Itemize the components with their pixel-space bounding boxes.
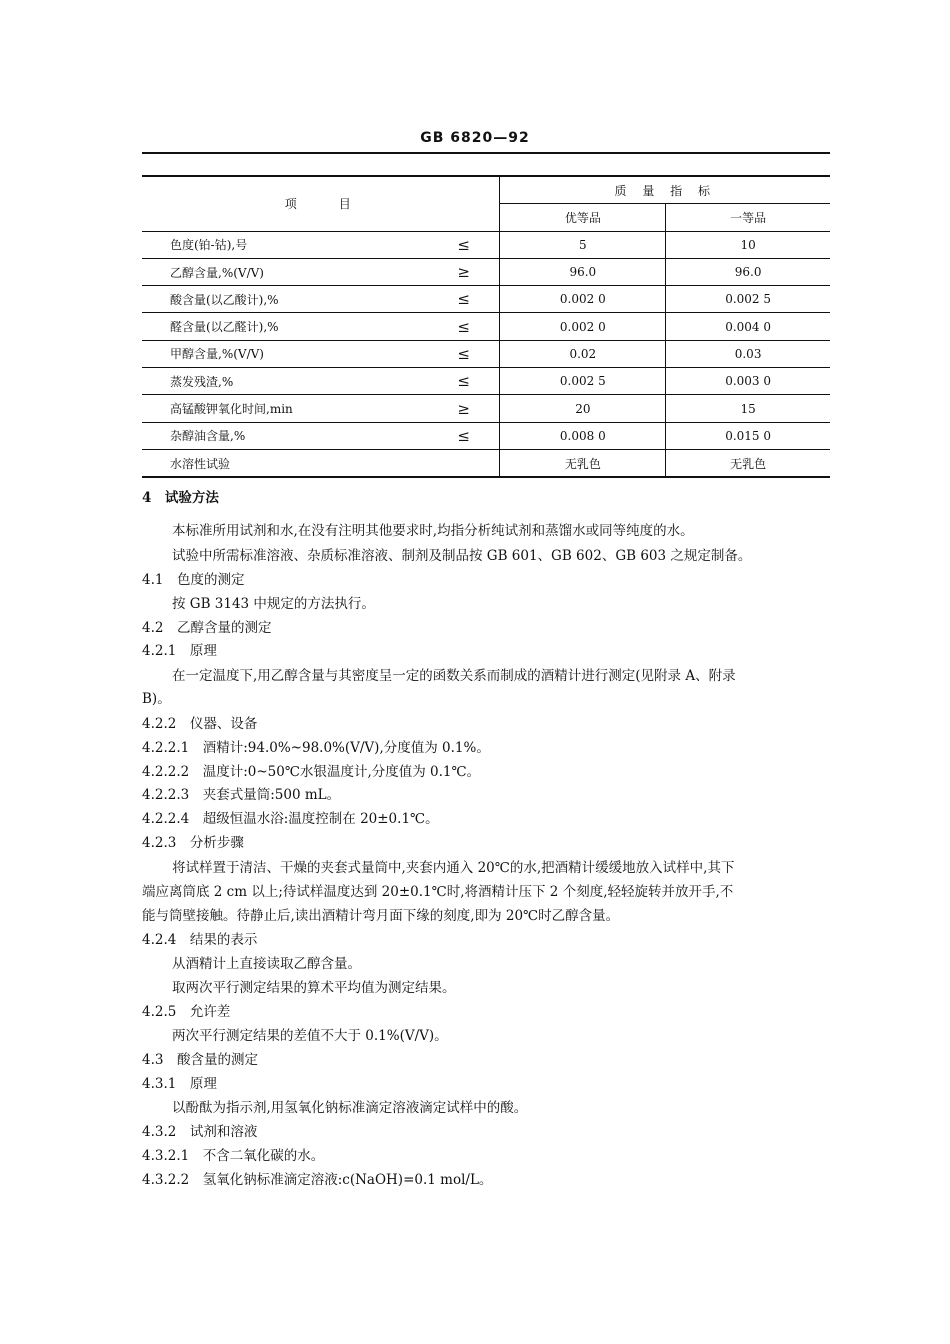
table-head-item: 项 目 <box>142 176 500 231</box>
row-value-grade2: 15 <box>666 395 830 422</box>
row-value-grade2: 无乳色 <box>666 449 830 477</box>
section-heading: 4 试验方法 <box>142 490 219 506</box>
row-value-grade1: 0.02 <box>500 340 666 367</box>
table-row <box>142 340 830 367</box>
row-value-grade1: 0.002 0 <box>500 286 666 313</box>
paragraph: 能与筒壁接触。待静止后,读出酒精计弯月面下缘的刻度,即为 20℃时乙醇含量。 <box>142 908 620 924</box>
row-value-grade1: 20 <box>500 395 666 422</box>
paragraph: 以酚酞为指示剂,用氢氧化钠标准滴定溶液滴定试样中的酸。 <box>172 1100 528 1116</box>
row-value-grade2: 0.003 0 <box>666 368 830 395</box>
paragraph: 取两次平行测定结果的算术平均值为测定结果。 <box>172 980 456 996</box>
section-heading: 4.1 色度的测定 <box>142 572 245 588</box>
section-heading: 4.3.1 原理 <box>142 1076 217 1092</box>
table-row <box>142 395 830 422</box>
row-symbol: ≥ <box>428 258 500 285</box>
row-symbol: ≤ <box>428 368 500 395</box>
quality-spec-table <box>142 175 830 478</box>
row-symbol <box>428 449 500 477</box>
section-heading: 4.3.2 试剂和溶液 <box>142 1124 258 1140</box>
row-name: 蒸发残渣,% <box>142 368 428 395</box>
list-item: 4.3.2.2 氢氧化钠标准滴定溶液:c(NaOH)=0.1 mol/L。 <box>142 1172 493 1188</box>
row-name: 色度(铂-钴),号 <box>142 231 428 258</box>
row-symbol: ≥ <box>428 395 500 422</box>
row-value-grade2: 0.004 0 <box>666 313 830 340</box>
page-header: GB 6820—92 <box>420 130 530 146</box>
table-head-quality: 质 量 指 标 <box>500 176 830 204</box>
table-row <box>142 313 830 340</box>
header-rule <box>142 152 830 154</box>
paragraph: 按 GB 3143 中规定的方法执行。 <box>172 596 375 612</box>
section-heading: 4.2.4 结果的表示 <box>142 932 258 948</box>
row-value-grade1: 0.002 5 <box>500 368 666 395</box>
list-item: 4.2.2.2 温度计:0~50℃水银温度计,分度值为 0.1℃。 <box>142 764 481 780</box>
table-head-grade1: 优等品 <box>500 204 666 231</box>
section-heading: 4.3 酸含量的测定 <box>142 1052 258 1068</box>
paragraph: 将试样置于清洁、干燥的夹套式量筒中,夹套内通入 20℃的水,把酒精计缓缓地放入试样中,其下 <box>172 860 735 876</box>
row-value-grade2: 0.002 5 <box>666 286 830 313</box>
row-value-grade2: 0.015 0 <box>666 422 830 449</box>
row-value-grade2: 0.03 <box>666 340 830 367</box>
row-value-grade1: 无乳色 <box>500 449 666 477</box>
list-item: 4.2.2.4 超级恒温水浴:温度控制在 20±0.1℃。 <box>142 811 439 827</box>
paragraph: 本标准所用试剂和水,在没有注明其他要求时,均指分析纯试剂和蒸馏水或同等纯度的水。 <box>172 523 694 539</box>
section-heading: 4.2.5 允许差 <box>142 1004 231 1020</box>
row-value-grade2: 96.0 <box>666 258 830 285</box>
list-item: 4.2.2.1 酒精计:94.0%~98.0%(V/V),分度值为 0.1%。 <box>142 740 490 756</box>
row-name: 醛含量(以乙醛计),% <box>142 313 428 340</box>
section-heading: 4.2 乙醇含量的测定 <box>142 620 272 636</box>
list-item: 4.2.2.3 夹套式量筒:500 mL。 <box>142 787 341 803</box>
row-value-grade2: 10 <box>666 231 830 258</box>
section-heading: 4.2.2 仪器、设备 <box>142 716 258 732</box>
row-symbol: ≤ <box>428 286 500 313</box>
section-heading: 4.2.1 原理 <box>142 643 217 659</box>
paragraph: 从酒精计上直接读取乙醇含量。 <box>172 956 361 972</box>
table-row <box>142 258 830 285</box>
row-symbol: ≤ <box>428 340 500 367</box>
row-value-grade1: 5 <box>500 231 666 258</box>
paragraph: 端应离筒底 2 cm 以上;待试样温度达到 20±0.1℃时,将酒精计压下 2 个刻度,轻轻旋转并放开手,不 <box>142 884 734 900</box>
table-row <box>142 231 830 258</box>
row-symbol: ≤ <box>428 231 500 258</box>
table-row <box>142 286 830 313</box>
row-value-grade1: 0.002 0 <box>500 313 666 340</box>
row-symbol: ≤ <box>428 422 500 449</box>
table-head-grade2: 一等品 <box>666 204 830 231</box>
section-heading: 4.2.3 分析步骤 <box>142 835 244 851</box>
row-symbol: ≤ <box>428 313 500 340</box>
paragraph: 试验中所需标准溶液、杂质标准溶液、制剂及制品按 GB 601、GB 602、GB 603 之规定制备。 <box>172 548 752 564</box>
row-name: 高锰酸钾氧化时间,min <box>142 395 428 422</box>
table-row <box>142 449 830 477</box>
row-name: 水溶性试验 <box>142 449 428 477</box>
row-name: 甲醇含量,%(V/V) <box>142 340 428 367</box>
row-value-grade1: 0.008 0 <box>500 422 666 449</box>
table-row <box>142 368 830 395</box>
row-name: 乙醇含量,%(V/V) <box>142 258 428 285</box>
list-item: 4.3.2.1 不含二氧化碳的水。 <box>142 1148 325 1164</box>
paragraph: 两次平行测定结果的差值不大于 0.1%(V/V)。 <box>172 1028 448 1044</box>
row-value-grade1: 96.0 <box>500 258 666 285</box>
row-name: 杂醇油含量,% <box>142 422 428 449</box>
paragraph: 在一定温度下,用乙醇含量与其密度呈一定的函数关系而制成的酒精计进行测定(见附录 A、附录 <box>172 668 736 684</box>
table-row <box>142 422 830 449</box>
paragraph: B)。 <box>142 691 171 707</box>
row-name: 酸含量(以乙酸计),% <box>142 286 428 313</box>
